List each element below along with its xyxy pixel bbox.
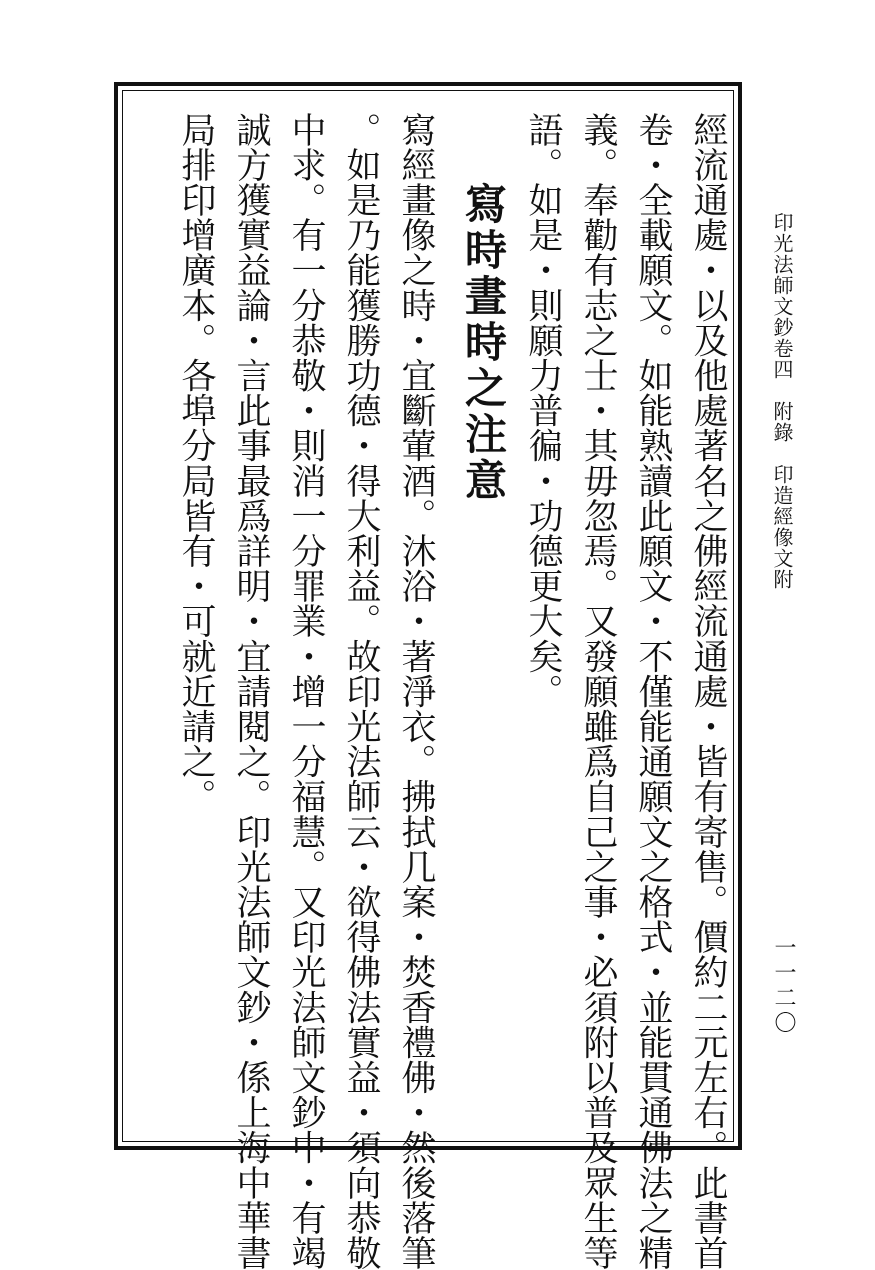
text-column: 寫經畫像之時・宜斷葷酒。沐浴・著淨衣。拂拭几案・焚香禮佛・然後落筆 — [396, 112, 436, 1270]
text-column: 局排印增廣本。各埠分局皆有・可就近請之。 — [176, 112, 216, 814]
text-column: 卷・全載願文。如能熟讀此願文・不僅能通願文之格式・並能貫通佛法之精 — [633, 112, 673, 1270]
text-column: 義。奉勸有志之士・其毋忽焉。又發願雖爲自己之事・必須附以普及眾生等 — [578, 112, 618, 1270]
text-column: 語。如是・則願力普徧・功德更大矣。 — [523, 112, 563, 709]
text-column: 經流通處・以及他處著名之佛經流通處・皆有寄售。價約二元左右。此書首 — [688, 112, 728, 1270]
running-head: 印光法師文鈔卷四 附錄 印造經像文附 — [770, 212, 794, 590]
page-number: 一一二〇 — [771, 936, 796, 1036]
text-column: 誠方獲實益論・言此事最爲詳明・宜請閱之。印光法師文鈔・係上海中華書 — [231, 112, 271, 1270]
section-title: 寫時晝時之注意 — [459, 182, 508, 504]
text-column: 。如是乃能獲勝功德・得大利益。故印光法師云・欲得佛法實益・須向恭敬 — [341, 112, 381, 1270]
text-column: 中求。有一分恭敬・則消一分罪業・增一分福慧。又印光法師文鈔中・有竭 — [286, 112, 326, 1270]
